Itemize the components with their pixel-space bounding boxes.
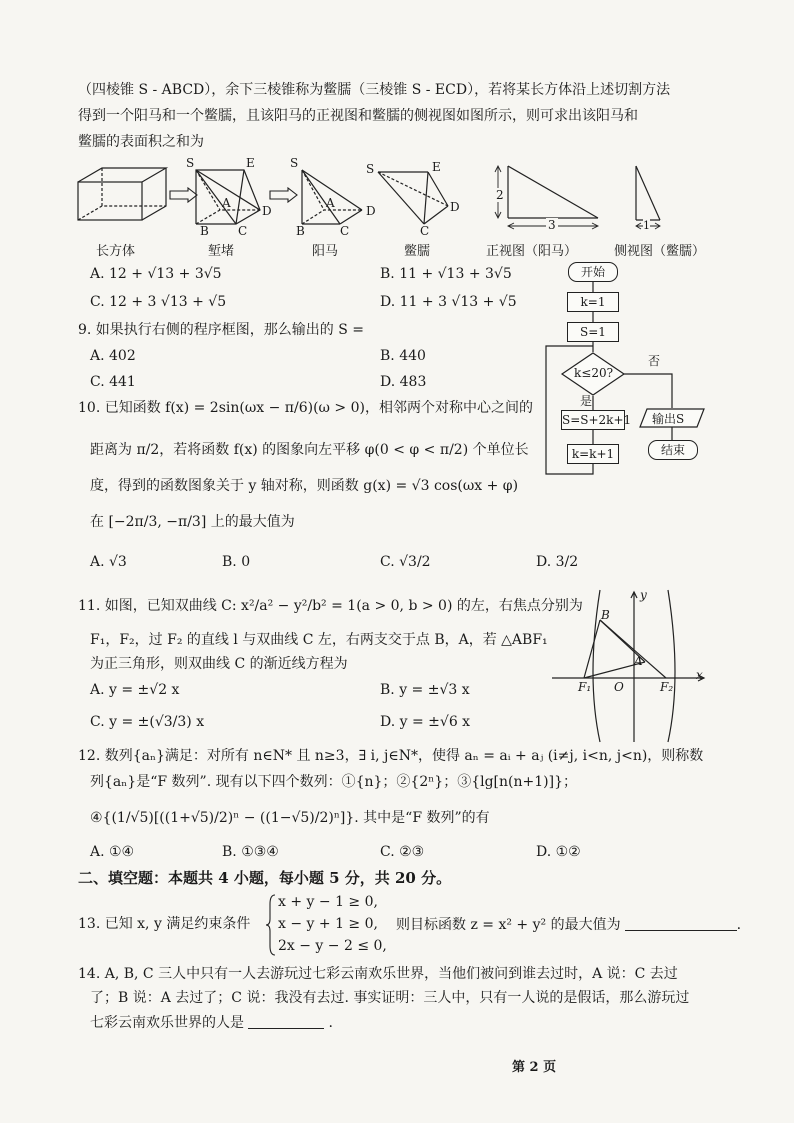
caption-side-view: 侧视图（鳖臑） [614,244,706,259]
q11-option-d: D. y = ±√6 x [380,714,471,730]
caption-yangma: 阳马 [312,244,339,259]
label-e: E [246,156,255,170]
q10-option-d: D. 3/2 [536,554,579,570]
q8-option-b: B. 11 + √13 + 3√5 [380,266,512,282]
q10-line3: 度，得到的函数图象关于 y 轴对称，则函数 g(x) = √3 cos(ωx + φ) [90,478,519,494]
graph-label-x: x [696,668,703,682]
q13-suffix: 则目标函数 z = x² + y² 的最大值为 . [396,914,741,935]
dim-width: 3 [548,218,556,232]
q12-line3: ④{(1/√5)[((1+√5)/2)ⁿ − ((1−√5)/2)ⁿ]}. 其中是“F 数列”的有 [90,810,490,826]
graph-label-o: O [614,680,624,694]
label-s: S [186,156,195,170]
q10-option-c: C. √3/2 [380,554,431,570]
flow-init-s: S=1 [567,322,619,342]
q9-option-c: C. 441 [90,374,136,390]
q10-option-a: A. √3 [90,554,127,570]
label-b: B [200,224,209,238]
flow-update-s: S=S+2k+1 [561,410,625,430]
flow-no-label: 否 [648,354,661,368]
caption-qiandu: 堑堵 [208,244,235,259]
q11-line1: 11. 如图，已知双曲线 C: x²/a² − y²/b² = 1(a > 0, b > 0) 的左，右焦点分别为 [78,598,583,614]
label-a: A [326,196,335,210]
q8-option-c: C. 12 + 3 √13 + √5 [90,294,227,310]
label-b: B [296,224,305,238]
q14-line1: 14. A, B, C 三人中只有一人去游玩过七彩云南欢乐世界，当他们被问到谁去过时，A 说：C 去过 [78,966,678,982]
label-e: E [432,160,441,174]
q13-constraint-3: 2x − y − 2 ≤ 0, [278,938,387,954]
label-d: D [262,204,272,218]
q13-prefix: 13. 已知 x, y 满足约束条件 [78,916,251,932]
brace-icon [266,894,276,956]
q12-option-c: C. ②③ [380,844,425,860]
label-s: S [366,162,375,176]
graph-label-f2: F₂ [660,680,674,694]
q9-option-a: A. 402 [90,348,136,364]
section-title: 二、填空题：本题共 4 小题，每小题 5 分，共 20 分。 [78,869,452,887]
graph-label-f1: F₁ [578,680,592,694]
q9-option-d: D. 483 [380,374,427,390]
q8-option-d: D. 11 + 3 √13 + √5 [380,294,517,310]
q11-option-c: C. y = ±(√3/3) x [90,714,205,730]
cuboid-figure [76,166,170,222]
dim-depth: 1 [643,219,650,232]
q11-line2: F₁，F₂，过 F₂ 的直线 l 与双曲线 C 左，右两支交于点 B，A，若 △ABF₁ [90,632,548,648]
graph-label-a: A [634,654,643,668]
flow-output: 输出S [652,412,685,426]
q12-option-d: D. ①② [536,844,581,860]
q13-constraint-2: x − y + 1 ≥ 0, [278,916,378,932]
page-number: 第 2 页 [512,1060,557,1075]
label-c: C [238,224,248,238]
flow-start: 开始 [568,262,618,282]
q13-constraint-1: x + y − 1 ≥ 0, [278,894,378,910]
q11-option-a: A. y = ±√2 x [90,682,180,698]
q12-option-b: B. ①③④ [222,844,279,860]
q10-line1: 10. 已知函数 f(x) = 2sin(ωx − π/6)(ω > 0)，相邻两个对称中心之间的 [78,400,533,416]
graph-label-b: B [601,608,610,622]
flow-update-k: k=k+1 [567,444,619,464]
q8-option-a: A. 12 + √13 + 3√5 [90,266,222,282]
caption-front-view: 正视图（阳马） [486,244,578,259]
arrow-icon [270,188,298,202]
label-d: D [450,200,460,214]
dim-height: 2 [496,188,504,202]
flow-end: 结束 [648,440,698,460]
q12-line2: 列{aₙ}是“F 数列”. 现有以下四个数列：①{n}；②{2ⁿ}；③{lg[n(n+1)]}； [90,774,577,790]
q13-suffix-text: 则目标函数 z = x² + y² 的最大值为 [396,917,621,933]
caption-bienao: 鳖臑 [404,244,431,259]
q14-line3: 七彩云南欢乐世界的人是 [90,1015,244,1031]
label-a: A [222,196,231,210]
caption-cuboid: 长方体 [96,244,136,259]
q11-option-b: B. y = ±√3 x [380,682,470,698]
graph-label-y: y [640,588,647,602]
q14-line2: 了；B 说：A 去过了；C 说：我没有去过. 事实证明：三人中，只有一人说的是假话，那么游玩过 [90,990,690,1006]
label-d: D [366,204,376,218]
q10-option-b: B. 0 [222,554,251,570]
q9-option-b: B. 440 [380,348,426,364]
side-view-figure [630,162,670,234]
q12-line1: 12. 数列{aₙ}满足：对所有 n∈N* 且 n≥3，∃ i, j∈N*，使得 aₙ = aᵢ + aⱼ (i≠j, i<n, j<n)，则称数 [78,748,704,764]
q14-line3-wrap: 七彩云南欢乐世界的人是 . [90,1012,333,1033]
q8-line3: 鳖臑的表面积之和为 [78,134,204,150]
label-c: C [340,224,350,238]
q8-line1: （四棱锥 S - ABCD），余下三棱锥称为鳖臑（三棱锥 S - ECD），若将某长方体沿上述切割方法 [78,82,671,98]
q8-line2: 得到一个阳马和一个鳖臑，且该阳马的正视图和鳖臑的侧视图如图所示，则可求出该阳马和 [78,108,638,124]
q12-option-a: A. ①④ [90,844,135,860]
q9-stem: 9. 如果执行右侧的程序框图，那么输出的 S = [78,322,365,338]
q10-line4: 在 [−2π/3, −π/3] 上的最大值为 [90,514,295,530]
label-c: C [420,224,430,238]
q13-answer-blank[interactable] [625,914,737,931]
hyperbola-graph [548,588,708,744]
q10-line2: 距离为 π/2，若将函数 f(x) 的图象向左平移 φ(0 < φ < π/2) 个单位长 [90,442,529,458]
flow-yes-label: 是 [580,394,593,408]
label-s: S [290,156,299,170]
flow-init-k: k=1 [567,292,619,312]
q14-answer-blank[interactable] [248,1012,324,1029]
bienao-figure [374,166,454,228]
flow-condition: k≤20? [574,366,614,380]
q11-line3: 为正三角形，则双曲线 C 的渐近线方程为 [90,656,348,672]
